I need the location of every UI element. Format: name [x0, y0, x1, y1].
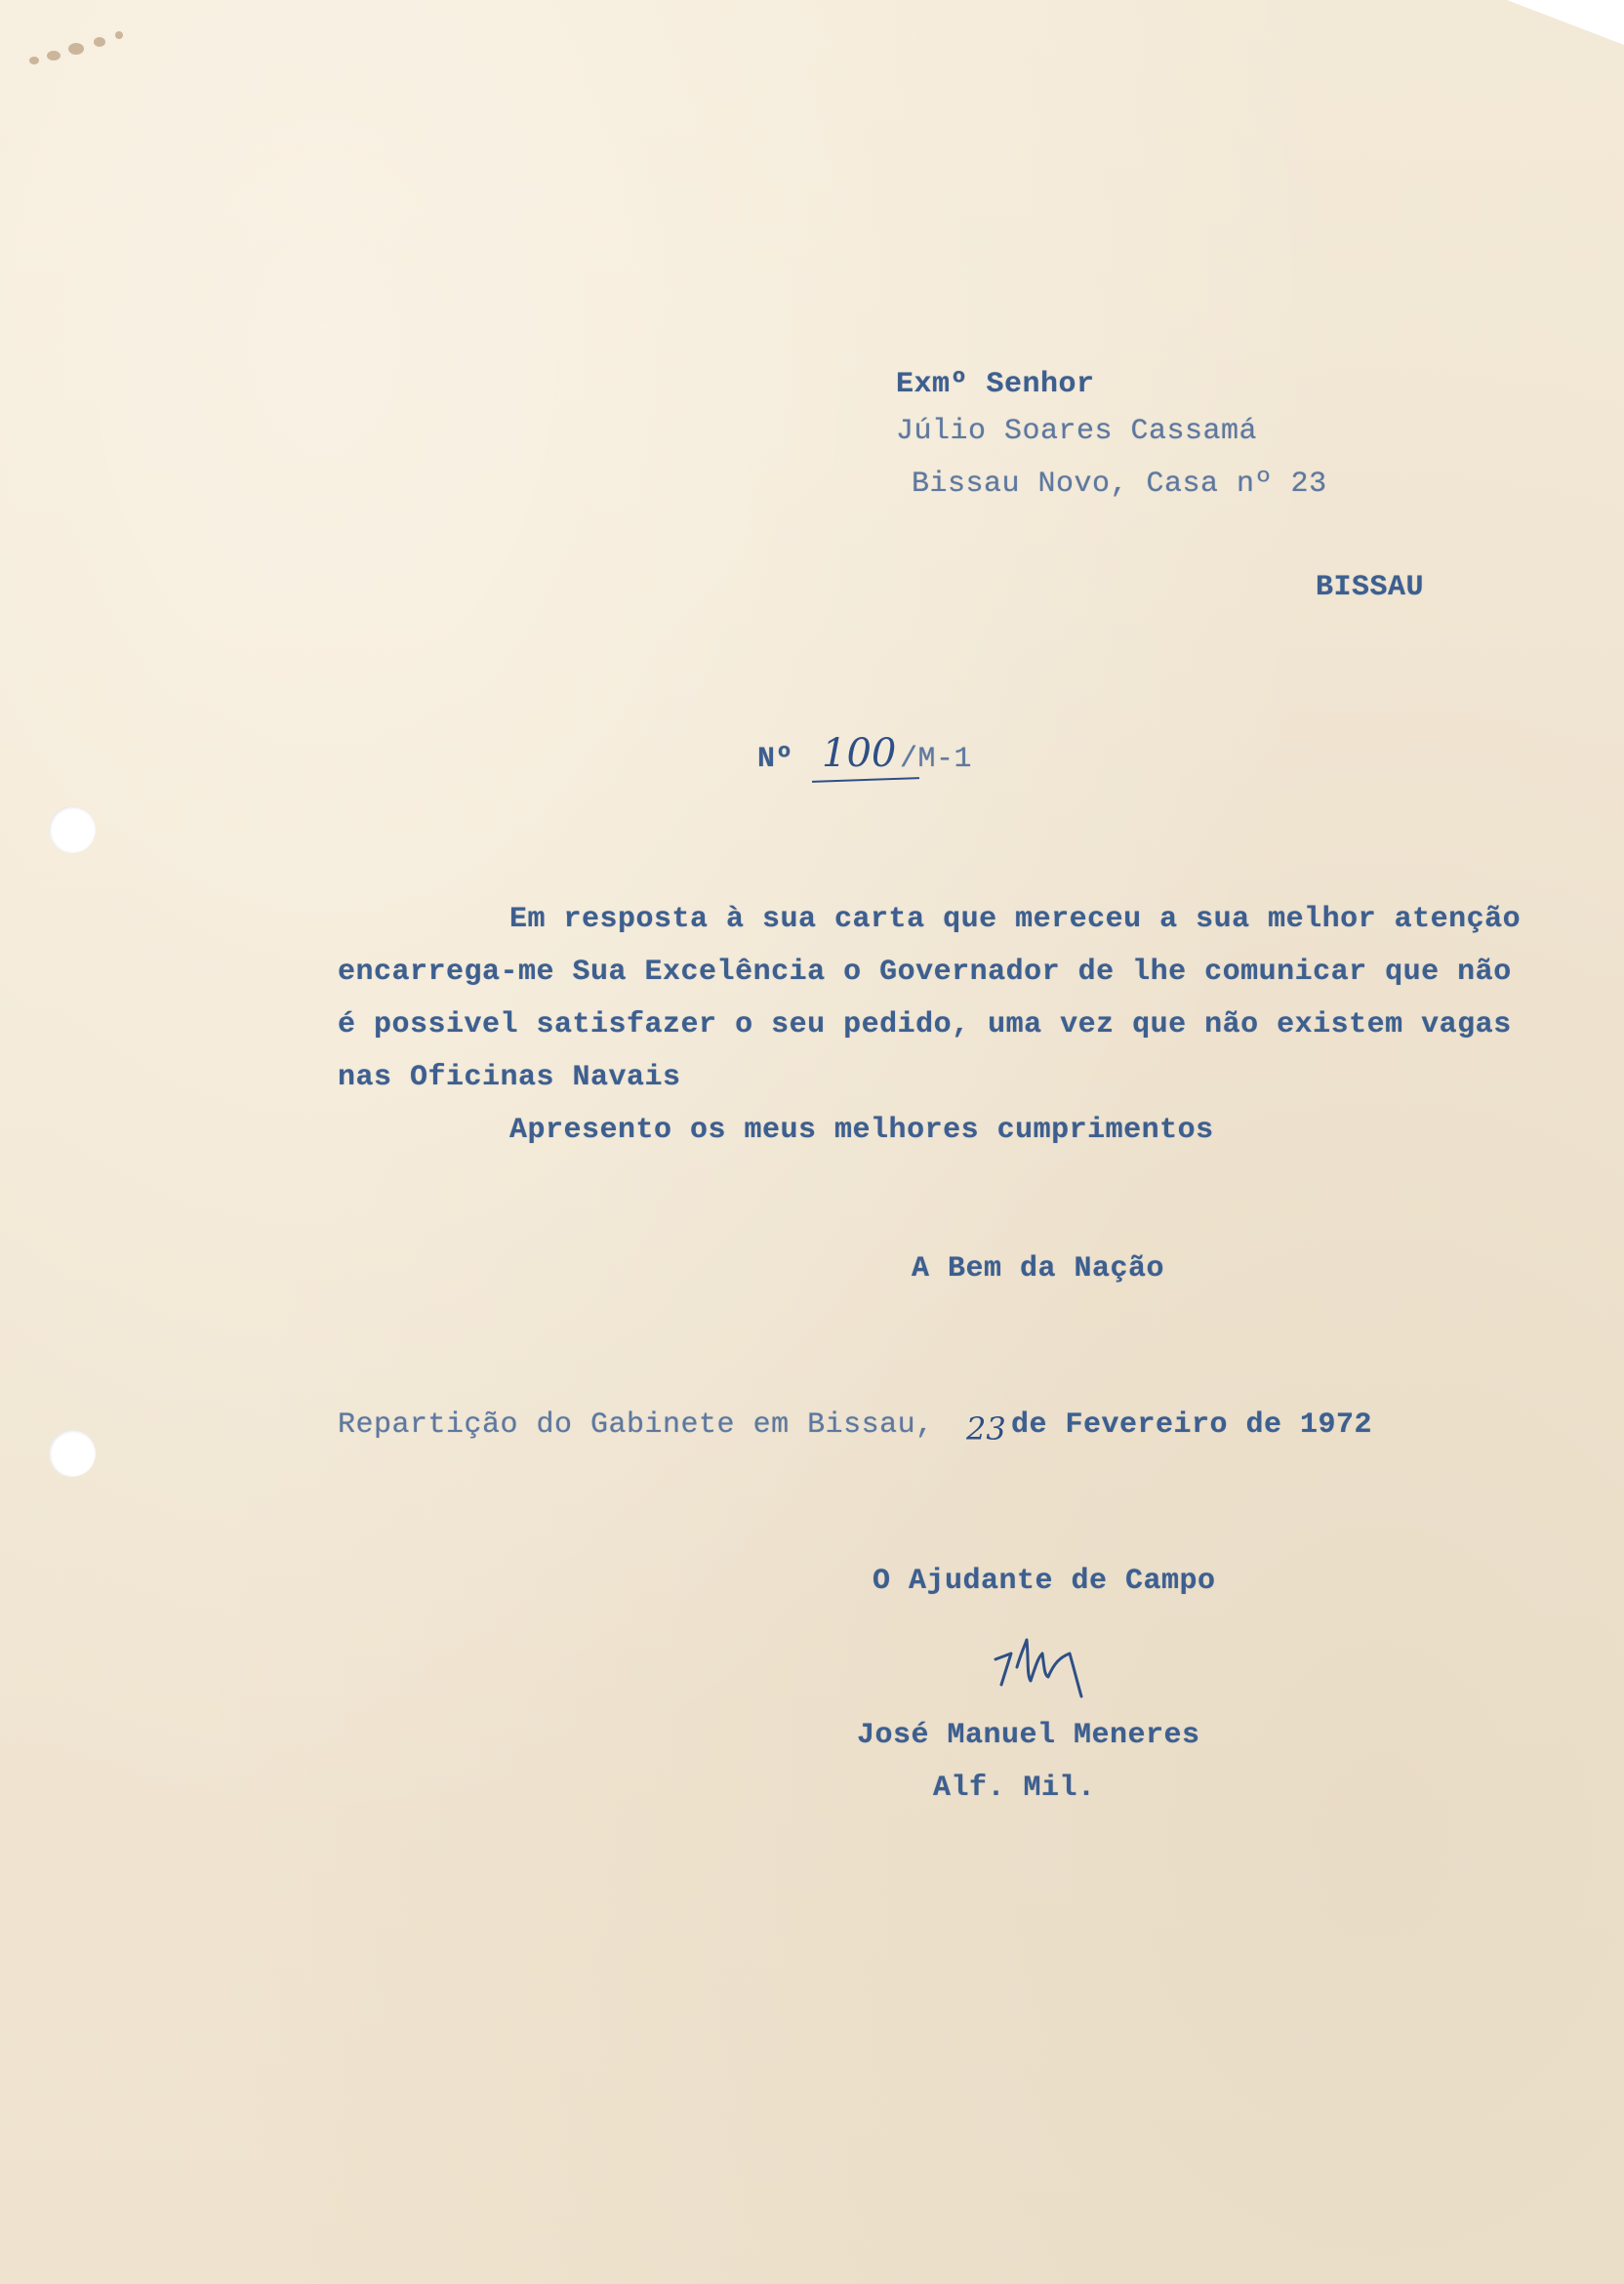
punch-hole — [49, 806, 96, 853]
body-line-3: é possivel satisfazer o seu pedido, uma vez que não existem vagas — [338, 1008, 1512, 1041]
folded-corner — [1507, 0, 1624, 45]
date-line-place: Repartição do Gabinete em Bissau, — [338, 1408, 934, 1442]
body-line-1: Em resposta à sua carta que mereceu a sua melhor atenção — [509, 903, 1522, 936]
signature-rank: Alf. Mil. — [933, 1772, 1096, 1805]
stain-mark — [94, 37, 105, 47]
reference-suffix: /M-1 — [900, 743, 973, 776]
date-handwritten-day: 23 — [966, 1410, 1006, 1448]
stain-mark — [115, 31, 123, 39]
stain-mark — [47, 51, 61, 61]
date-line — [338, 1400, 1431, 1454]
body-line-2: encarrega-me Sua Excelência o Governador de lhe comunicar que não — [338, 956, 1512, 989]
signature-role: O Ajudante de Campo — [873, 1565, 1216, 1598]
reference-number — [757, 731, 992, 789]
recipient-name: Júlio Soares Cassamá — [896, 415, 1258, 448]
stain-mark — [68, 43, 84, 55]
date-line-month-year: de Fevereiro de 1972 — [1011, 1408, 1373, 1442]
recipient-city: BISSAU — [1316, 571, 1425, 604]
recipient-salutation: Exmº Senhor — [896, 368, 1095, 401]
reference-handwritten-number: 100 — [822, 731, 897, 776]
handwritten-signature — [988, 1624, 1124, 1702]
signature-name: José Manuel Meneres — [857, 1719, 1200, 1752]
reference-prefix: Nº — [757, 743, 794, 776]
motto: A Bem da Nação — [912, 1252, 1165, 1285]
punch-hole — [49, 1430, 96, 1477]
closing-line: Apresento os meus melhores cumprimentos — [509, 1114, 1214, 1147]
recipient-address: Bissau Novo, Casa nº 23 — [912, 468, 1327, 501]
body-line-4: nas Oficinas Navais — [338, 1061, 681, 1094]
stain-mark — [29, 57, 39, 64]
